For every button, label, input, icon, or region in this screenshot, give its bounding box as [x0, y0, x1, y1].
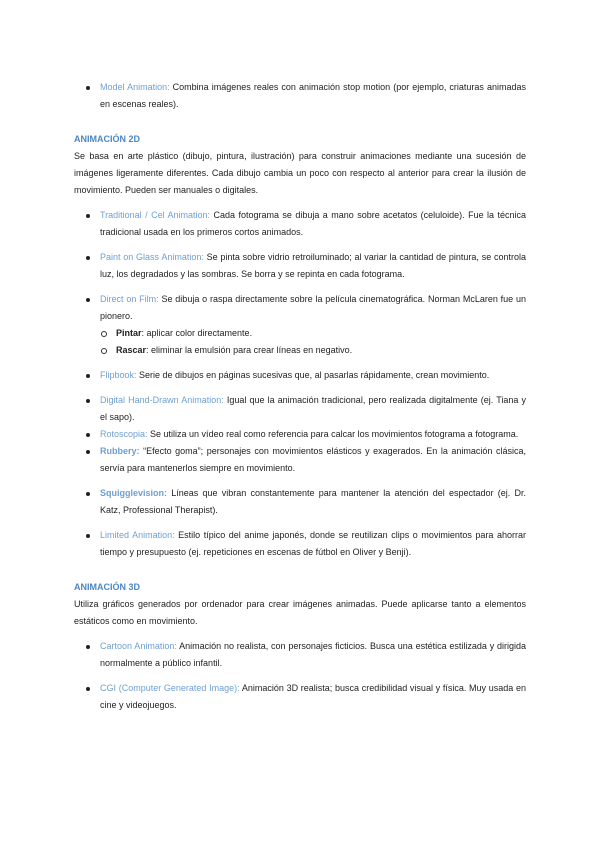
list-item-text: Animación 3D realista; busca credibilidad visual y física. Muy usada en cine y videojuegos.	[100, 683, 526, 710]
list-item-term: Rubbery:	[100, 446, 140, 456]
list-item	[74, 443, 526, 477]
bullet-icon	[86, 492, 90, 496]
bullet-icon	[86, 399, 90, 403]
list-item-term: Rotoscopia:	[100, 429, 148, 439]
list-item-text: Se utiliza un vídeo real como referencia para calcar los movimientos fotograma a fotograma.	[147, 429, 519, 439]
list-item	[74, 367, 526, 384]
list-item-term: Direct on Film:	[100, 294, 159, 304]
bullet-icon	[86, 374, 90, 378]
document-content	[74, 79, 526, 714]
list-item	[74, 638, 526, 672]
sub-list-item-term: Rascar	[116, 345, 147, 355]
list-item-text: Líneas que vibran constantemente para mantener la atención del espectador (ej. Dr. Katz, Professional Therapist).	[100, 488, 526, 515]
circle-bullet-icon	[101, 331, 107, 337]
list-item-text: “Efecto goma”; personajes con movimientos elásticos y exagerados. En la animación clásica, servía para mantenerlos siempre en movimiento.	[100, 446, 526, 473]
sub-list-item-term: Pintar	[116, 328, 142, 338]
sub-list-item-text: : aplicar color directamente.	[141, 328, 253, 338]
list-item	[74, 392, 526, 426]
list-item	[74, 527, 526, 561]
list-item	[74, 680, 526, 714]
list-item-text: Igual que la animación tradicional, pero realizada digitalmente (ej. Tiana y el sapo).	[100, 395, 526, 422]
list-item-text: Combina imágenes reales con animación stop motion (por ejemplo, criaturas animadas en escenas reales).	[100, 82, 526, 109]
section-heading-2d: ANIMACIÓN 2D	[74, 134, 141, 144]
list-item-text: Cada fotograma se dibuja a mano sobre acetatos (celuloide). Fue la técnica tradicional usada en los primeros cortos animados.	[100, 210, 526, 237]
list-item-text: Serie de dibujos en páginas sucesivas que, al pasarlas rápidamente, crean movimiento.	[136, 370, 490, 380]
list-item	[74, 426, 526, 443]
list-item	[74, 485, 526, 519]
section-paragraph-3d: Utiliza gráficos generados por ordenador para crear imágenes animadas. Puede aplicarse tanto a elementos estáticos como en movimiento.	[74, 599, 526, 626]
list-item-text: Se dibuja o raspa directamente sobre la película cinematográfica. Norman McLaren fue un pionero.	[100, 294, 526, 321]
bullet-icon	[86, 645, 90, 649]
sub-list-item	[74, 342, 526, 359]
bullet-icon	[86, 534, 90, 538]
list-item-text: Animación no realista, con personajes ficticios. Busca una estética estilizada y dirigida normalmente a público infantil.	[100, 641, 527, 668]
list-item-term: Flipbook:	[100, 370, 137, 380]
sub-list-item-text: : eliminar la emulsión para crear líneas en negativo.	[146, 345, 353, 355]
sub-list-item	[74, 325, 526, 342]
bullet-icon	[86, 298, 90, 302]
bullet-icon	[86, 86, 90, 90]
list-item-term: Limited Animation:	[100, 530, 175, 540]
list-item	[74, 249, 526, 283]
bullet-icon	[86, 687, 90, 691]
list-item-term: Digital Hand-Drawn Animation:	[100, 395, 224, 405]
bullet-icon	[86, 450, 90, 454]
list-item-model-animation	[74, 79, 526, 113]
list-item-term: Paint on Glass Animation:	[100, 252, 204, 262]
section-heading-3d: ANIMACIÓN 3D	[74, 582, 141, 592]
circle-bullet-icon	[101, 348, 107, 354]
list-item-term: CGI (Computer Generated Image):	[100, 683, 240, 693]
list-item	[74, 207, 526, 241]
bullet-icon	[86, 433, 90, 437]
list-item-term: Model Animation:	[100, 82, 170, 92]
bullet-icon	[86, 214, 90, 218]
list-item-term: Traditional / Cel Animation:	[100, 210, 211, 220]
list-item-term: Squigglevision:	[100, 488, 168, 498]
list-item	[74, 291, 526, 325]
section-paragraph-2d: Se basa en arte plástico (dibujo, pintura, ilustración) para construir animaciones mediante una sucesión de imágenes ligeramente diferentes. Cada dibujo cambia un poco con respecto al anterior para crear la ilusión de movimiento. Pueden ser manuales o digitales.	[74, 151, 526, 195]
bullet-icon	[86, 256, 90, 260]
list-item-term: Cartoon Animation:	[100, 641, 177, 651]
list-item-text: Se pinta sobre vidrio retroiluminado; al variar la cantidad de pintura, se controla luz, los degradados y las sombras. Se borra y se repinta en cada fotograma.	[100, 252, 526, 279]
list-item-text: Estilo típico del anime japonés, donde se reutilizan clips o movimientos para ahorrar tiempo y presupuesto (ej. repeticiones en escenas de fútbol en Oliver y Benji).	[100, 530, 526, 557]
